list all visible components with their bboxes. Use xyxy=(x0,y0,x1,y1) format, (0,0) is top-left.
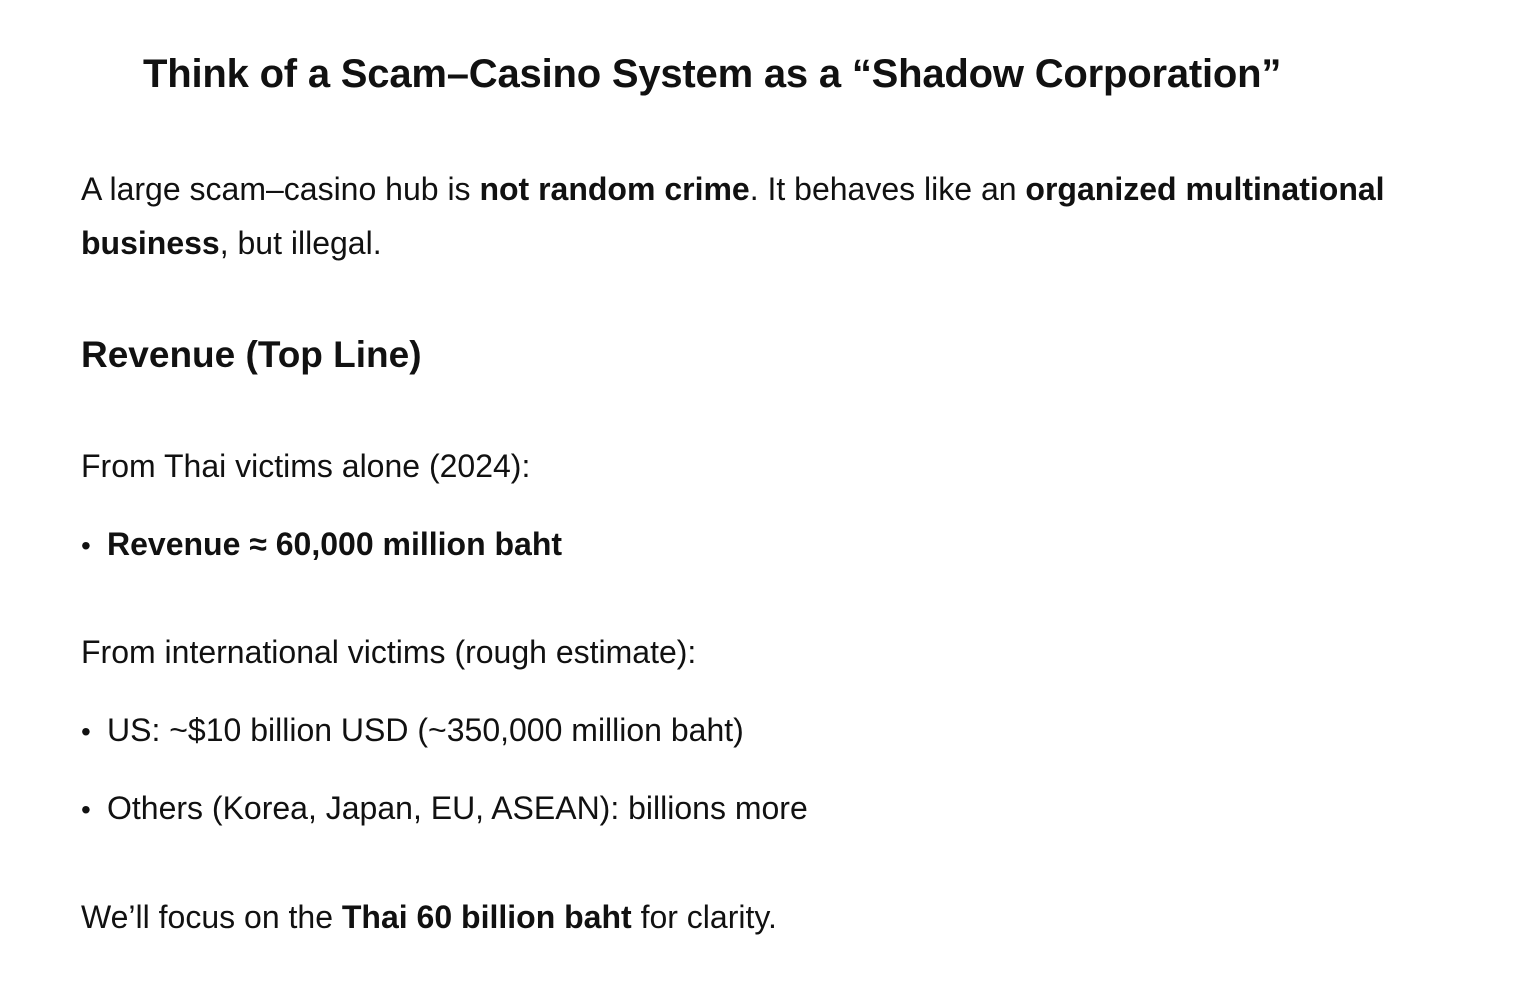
intro-bold-1: not random crime xyxy=(479,171,750,207)
focus-bold: Thai 60 billion baht xyxy=(341,899,632,935)
list-item xyxy=(81,524,562,566)
list-item-text: US: ~$10 billion USD (~350,000 million baht) xyxy=(107,712,744,748)
list-item-text: Revenue ≈ 60,000 million baht xyxy=(107,526,563,562)
focus-text-1: We’ll focus on the xyxy=(81,899,342,935)
intro-bold-2: organized multinational business xyxy=(81,171,1385,261)
bullet-icon: • xyxy=(81,716,91,747)
intro-paragraph xyxy=(81,162,1471,270)
international-victims-intro: From international victims (rough estimate): xyxy=(81,634,697,670)
bullet-icon: • xyxy=(81,794,91,825)
intro-text-2: . It behaves like an xyxy=(749,171,1026,207)
intro-text-1: A large scam–casino hub is xyxy=(81,171,480,207)
focus-text-2: for clarity. xyxy=(631,899,777,935)
thai-victims-intro: From Thai victims alone (2024): xyxy=(81,448,531,484)
focus-paragraph xyxy=(81,897,777,937)
list-item xyxy=(81,710,744,752)
bullet-icon: • xyxy=(81,530,91,561)
intro-text-3: , but illegal. xyxy=(219,225,382,261)
document-title: Think of a Scam–Casino System as a “Shadow Corporation” xyxy=(143,52,1282,96)
section-heading-revenue: Revenue (Top Line) xyxy=(81,334,422,375)
list-item xyxy=(81,788,808,830)
list-item-text: Others (Korea, Japan, EU, ASEAN): billions more xyxy=(107,790,808,826)
